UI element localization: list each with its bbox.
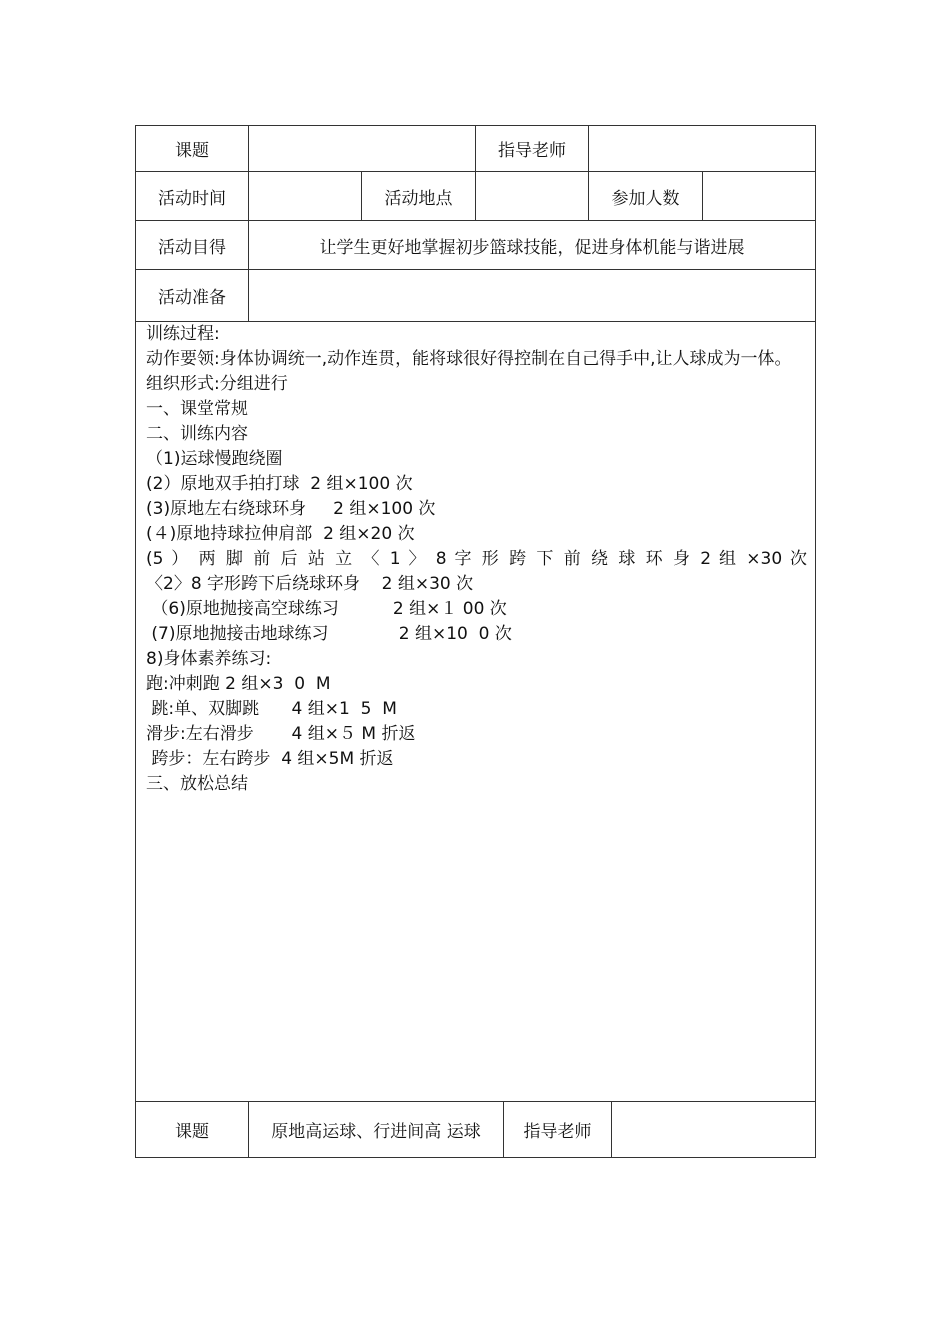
process-line: （1)运球慢跑绕圈 xyxy=(146,449,283,469)
next-instructor-value[interactable] xyxy=(612,1102,816,1158)
row-goal xyxy=(136,221,816,270)
process-line: 8)身体素养练习: xyxy=(146,649,272,669)
process-line: (４)原地持球拉伸肩部 2 组×20 次 xyxy=(146,524,415,544)
process-line: 三、放松总结 xyxy=(146,774,248,794)
instructor-label: 指导老师 xyxy=(476,126,589,172)
topic-value[interactable] xyxy=(249,126,476,172)
row-process xyxy=(136,322,816,1102)
process-line: 〈2〉8 字形跨下后绕球环身 2 组×30 次 xyxy=(146,574,474,594)
process-line: 训练过程: xyxy=(146,324,220,344)
process-line: （6)原地抛接高空球练习 2 组×１ 00 次 xyxy=(146,599,507,619)
process-line: (7)原地抛接击地球练习 2 组×10 0 次 xyxy=(146,624,512,644)
process-line: (5 ） 两 脚 前 后 站 立 〈 1 〉 8 字 形 跨 下 前 绕 球 环 身 2 组 ×30 次 xyxy=(146,549,807,569)
process-line: (3)原地左右绕球环身 2 组×100 次 xyxy=(146,499,436,519)
row-time-place xyxy=(136,172,816,221)
process-line: 动作要领:身体协调统一,动作连贯，能将球很好得控制在自己得手中,让人球成为一体。 组织形式:分组进行 xyxy=(146,349,792,394)
process-line: 跳:单、双脚跳 4 组×1 5 M xyxy=(146,699,397,719)
process-line: 跨步：左右跨步 4 组×5M 折返 xyxy=(146,749,394,769)
process-line: 一、课堂常规 xyxy=(146,399,248,419)
row-prep xyxy=(136,270,816,322)
process-line: 二、训练内容 xyxy=(146,424,248,444)
process-line: (2）原地双手拍打球 2 组×100 次 xyxy=(146,474,413,494)
activity-place-label: 活动地点 xyxy=(362,172,476,221)
activity-time-label: 活动时间 xyxy=(136,172,249,221)
next-instructor-label: 指导老师 xyxy=(504,1102,612,1158)
row-topic xyxy=(136,126,816,172)
training-process-cell xyxy=(136,322,816,1102)
activity-prep-value[interactable] xyxy=(249,270,816,322)
lesson-header-table xyxy=(135,125,816,1102)
process-line: 跑:冲刺跑 2 组×3 0 M xyxy=(146,674,331,694)
participants-label: 参加人数 xyxy=(589,172,703,221)
lesson-plan-sheet xyxy=(135,125,815,1158)
activity-place-value[interactable] xyxy=(476,172,589,221)
row-next-topic xyxy=(136,1102,816,1158)
activity-prep-label: 活动准备 xyxy=(136,270,249,322)
next-topic-label: 课题 xyxy=(136,1102,249,1158)
instructor-value[interactable] xyxy=(589,126,816,172)
process-line: 滑步:左右滑步 4 组×５ M 折返 xyxy=(146,724,416,744)
next-topic-value: 原地高运球、行进间高 运球 xyxy=(249,1102,504,1158)
activity-goal-label: 活动目得 xyxy=(136,221,249,270)
participants-value[interactable] xyxy=(703,172,816,221)
activity-goal-value: 让学生更好地掌握初步篮球技能，促进身体机能与谐进展 xyxy=(249,221,816,270)
next-lesson-table xyxy=(135,1101,816,1158)
topic-label: 课题 xyxy=(136,126,249,172)
activity-time-value[interactable] xyxy=(249,172,362,221)
